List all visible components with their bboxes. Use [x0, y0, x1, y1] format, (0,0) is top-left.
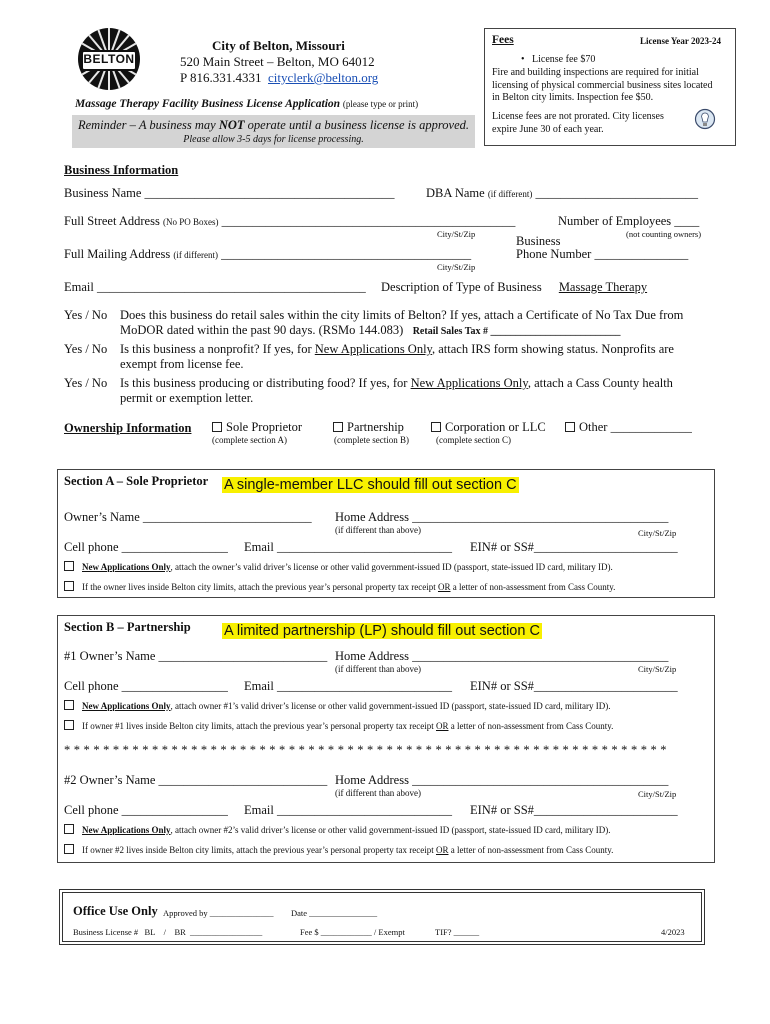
street-label: Full Street Address: [64, 214, 160, 228]
fees-title: Fees: [492, 34, 514, 46]
ownership-partnership[interactable]: [333, 420, 404, 435]
section-b-owner2-id-text: , attach owner #2’s valid driver’s license or other valid government-issued ID (passport, state-issued ID card, military ID).: [170, 825, 611, 835]
q1-yes-no[interactable]: Yes / No: [64, 308, 108, 322]
license-fee-text: License fee $70: [532, 54, 596, 65]
corporation-note: (complete section C): [436, 435, 511, 445]
city-email-link[interactable]: cityclerk@belton.org: [268, 70, 379, 85]
section-a-cell-phone-field[interactable]: Cell phone _________________: [64, 540, 228, 554]
ownership-other[interactable]: [565, 420, 692, 435]
q2-text-a: [120, 342, 674, 357]
office-approved-by: Approved by _______________: [163, 908, 274, 918]
section-b-owner1-tax-or: OR: [435, 721, 449, 731]
other-checkbox[interactable]: [565, 422, 575, 432]
street-note: (No PO Boxes): [162, 217, 219, 227]
q2-yes-no[interactable]: Yes / No: [64, 342, 108, 356]
q1-text-a: Does this business do retail sales within the city limits of Belton? If yes, attach a Certificate of No Tax Due from: [120, 308, 684, 322]
section-b-owner2-tax-or: OR: [435, 845, 449, 855]
dba-line: __________________________: [535, 186, 698, 200]
section-b-owner2-if-different: (if different than above): [335, 788, 422, 798]
section-a-new-apps: New Applications Only: [82, 562, 171, 572]
section-b-owner1-id-checkbox[interactable]: [64, 700, 74, 710]
logo-text: BELTON: [83, 52, 135, 66]
reminder-line2: Please allow 3-5 days for license processing.: [183, 134, 364, 145]
section-b-owner2-name-field[interactable]: #2 Owner’s Name ___________________________: [64, 773, 328, 787]
partnership-note: (complete section B): [334, 435, 409, 445]
business-description-field[interactable]: [381, 280, 695, 295]
corporation-label: Corporation or LLC: [445, 420, 546, 434]
section-a-owner-name-field[interactable]: Owner’s Name ___________________________: [64, 510, 312, 524]
ownership-sole-proprietor[interactable]: [212, 420, 302, 435]
office-date: Date ________________: [291, 908, 378, 918]
section-a-highlight: [222, 476, 519, 494]
section-b-owner1-if-different: (if different than above): [335, 664, 422, 674]
form-title-text: Massage Therapy Facility Business License Application: [75, 98, 341, 110]
section-a-tax-check[interactable]: [64, 581, 615, 592]
office-use-title: Office Use Only: [73, 904, 158, 918]
city-contact: [180, 70, 378, 86]
section-a-email-field[interactable]: Email ____________________________: [244, 540, 452, 554]
city-address: 520 Main Street – Belton, MO 64012: [180, 54, 375, 69]
reminder-text: [72, 115, 475, 133]
section-b-owner1-email-field[interactable]: Email ____________________________: [244, 679, 452, 693]
q2-pre: Is this business a nonprofit? If yes, for: [120, 342, 315, 356]
q1-text-b: [120, 323, 621, 338]
q3-text-c: permit or exemption letter.: [120, 391, 254, 405]
section-b-owner2-ein-field[interactable]: EIN# or SS#_______________________: [470, 803, 678, 817]
ownership-heading: Ownership Information: [64, 421, 192, 435]
city-name: City of Belton, Missouri: [212, 38, 345, 53]
section-b-owner1-tax-check[interactable]: [64, 720, 613, 731]
office-business-license: Business License # BL / BR _________________: [73, 927, 263, 937]
description-value: Massage Therapy: [558, 280, 648, 294]
city-phone: P 816.331.4331: [180, 70, 262, 85]
section-b-owner2-city-st-zip: City/St/Zip: [638, 789, 677, 799]
section-a-city-st-zip: City/St/Zip: [638, 528, 677, 538]
form-revision-date: 4/2023: [661, 927, 685, 937]
employees-field[interactable]: Number of Employees ____: [558, 214, 700, 228]
form-title-note: (please type or print): [342, 99, 419, 109]
business-phone-label: Business: [516, 234, 561, 248]
q3-pre: Is this business producing or distributing food? If yes, for: [120, 376, 411, 390]
section-b-owner2-tax-post: a letter of non-assessment from Cass County.: [448, 845, 614, 855]
q3-text-a: [120, 376, 673, 391]
section-b-owner1-tax-post: a letter of non-assessment from Cass County.: [448, 721, 614, 731]
section-b-owner2-id-checkbox[interactable]: [64, 824, 74, 834]
employees-note: (not counting owners): [626, 229, 702, 239]
section-a-title: Section A – Sole Proprietor: [64, 474, 209, 488]
mailing-note: (if different): [173, 250, 218, 260]
business-info-heading: Business Information: [64, 163, 179, 177]
street-city-st-zip: City/St/Zip: [437, 229, 476, 239]
partnership-checkbox[interactable]: [333, 422, 343, 432]
business-phone-field[interactable]: Phone Number _______________: [516, 247, 689, 261]
mailing-address-field[interactable]: [64, 247, 471, 262]
fees-prorate-text: License fees are not prorated. City licenses expire June 30 of each year.: [492, 111, 664, 135]
section-b-owner1-new-apps: New Applications Only: [82, 701, 171, 711]
section-a-id-text: , attach the owner’s valid driver’s license or other valid government-issued ID (passport, state-issued ID card, military ID).: [170, 562, 613, 572]
corporation-checkbox[interactable]: [431, 422, 441, 432]
office-tif: TIF? ______: [435, 927, 480, 937]
form-title: [75, 98, 418, 110]
mailing-line: ________________________________________: [221, 247, 472, 261]
section-a-home-address-field[interactable]: Home Address _________________________________________: [335, 510, 669, 524]
reminder-not: NOT: [218, 118, 245, 132]
reminder-pre: Reminder – A business may: [77, 118, 219, 132]
license-year: License Year 2023-24: [640, 36, 721, 46]
partnership-label: Partnership: [347, 420, 404, 434]
q2-post: , attach IRS form showing status. Nonprofits are: [432, 342, 674, 356]
reminder-box: [72, 115, 475, 148]
section-a-if-different: (if different than above): [335, 525, 422, 535]
section-a-tax-post: a letter of non-assessment from Cass County.: [450, 582, 616, 592]
section-b-owner1-ein-field[interactable]: EIN# or SS#_______________________: [470, 679, 678, 693]
other-label: Other _____________: [579, 420, 692, 434]
license-fee-bullet: • License fee $70: [521, 54, 596, 65]
q3-yes-no[interactable]: Yes / No: [64, 376, 108, 390]
dba-label: DBA Name: [426, 186, 485, 200]
belton-logo: [78, 28, 140, 90]
q3-new-apps: New Applications Only: [410, 376, 528, 390]
section-b-owner2-id-check[interactable]: [64, 824, 610, 835]
section-a-tax-or: OR: [437, 582, 451, 592]
section-a-highlight-text: A single-member LLC should fill out section C: [224, 477, 517, 493]
section-b-owner2-new-apps: New Applications Only: [82, 825, 171, 835]
section-b-owner1-cell-field[interactable]: Cell phone _________________: [64, 679, 228, 693]
section-b-owner1-id-check[interactable]: [64, 700, 610, 711]
section-b-owner2-home-field[interactable]: Home Address _________________________________________: [335, 773, 669, 787]
section-b-owner2-tax-checkbox[interactable]: [64, 844, 74, 854]
business-name-field[interactable]: Business Name ________________________________________: [64, 186, 395, 200]
sole-proprietor-note: (complete section A): [212, 435, 287, 445]
q1-text-b-span: MoDOR dated within the past 90 days. (RSMo 144.083): [120, 323, 404, 337]
q3-post: , attach a Cass County health: [527, 376, 673, 390]
section-a-tax-checkbox[interactable]: [64, 581, 74, 591]
section-a-tax-pre: If the owner lives inside Belton city limits, attach the previous year’s personal property tax receipt: [82, 582, 438, 592]
section-b-title: Section B – Partnership: [64, 620, 191, 634]
section-b-owner2-tax-pre: If owner #2 lives inside Belton city limits, attach the previous year’s personal property tax receipt: [82, 845, 436, 855]
section-b-owner1-city-st-zip: City/St/Zip: [638, 664, 677, 674]
fees-box: [484, 28, 736, 146]
section-b-owner2-tax-check[interactable]: [64, 844, 613, 855]
description-label: Description of Type of Business: [381, 280, 542, 294]
ownership-corporation[interactable]: [431, 420, 546, 435]
section-a-id-checkbox[interactable]: [64, 561, 74, 571]
sole-proprietor-checkbox[interactable]: [212, 422, 222, 432]
dba-note: (if different): [487, 189, 533, 199]
section-b-owner1-home-field[interactable]: Home Address _________________________________________: [335, 649, 669, 663]
section-a-id-check[interactable]: [64, 561, 613, 572]
section-b-owner1-tax-checkbox[interactable]: [64, 720, 74, 730]
dba-field[interactable]: [426, 186, 698, 201]
street-line: _______________________________________________: [221, 214, 516, 228]
sole-proprietor-label: Sole Proprietor: [226, 420, 303, 434]
q2-new-apps: New Applications Only: [314, 342, 432, 356]
section-b-owner1-id-text: , attach owner #1’s valid driver’s license or other valid government-issued ID (passport, state-issued ID card, military ID).: [170, 701, 611, 711]
section-b-owner1-name-field[interactable]: #1 Owner’s Name ___________________________: [64, 649, 328, 663]
reminder-post: operate until a business license is approved.: [244, 118, 470, 132]
section-b-owner2-cell-field[interactable]: Cell phone _________________: [64, 803, 228, 817]
fees-inspection-text: Fire and building inspections are required for initial licensing of physical commercial business sites located in Belton city limits. Inspection fee $50.: [492, 67, 713, 103]
section-a-ein-field[interactable]: EIN# or SS#_______________________: [470, 540, 678, 554]
section-b-owner2-email-field[interactable]: Email ____________________________: [244, 803, 452, 817]
retail-sales-tax-field[interactable]: Retail Sales Tax # __________________________: [412, 326, 621, 337]
business-email-field[interactable]: Email ___________________________________________: [64, 280, 366, 294]
mailing-label: Full Mailing Address: [64, 247, 171, 261]
mailing-city-st-zip: City/St/Zip: [437, 262, 476, 272]
office-fee: Fee $ ____________ / Exempt: [300, 927, 405, 937]
section-b-divider: * * * * * * * * * * * * * * * * * * * * * * * * * * * * * * * * * * * * * * * * * * * * * * * * * * * * * * * * * * * * * *: [64, 743, 667, 757]
lightbulb-icon: [694, 108, 716, 134]
street-address-field[interactable]: [64, 214, 515, 229]
q2-text-c: exempt from license fee.: [120, 357, 244, 371]
section-b-highlight-text: A limited partnership (LP) should fill out section C: [224, 623, 540, 639]
section-b-owner1-tax-pre: If owner #1 lives inside Belton city limits, attach the previous year’s personal property tax receipt: [82, 721, 436, 731]
section-b-highlight: [222, 622, 542, 640]
